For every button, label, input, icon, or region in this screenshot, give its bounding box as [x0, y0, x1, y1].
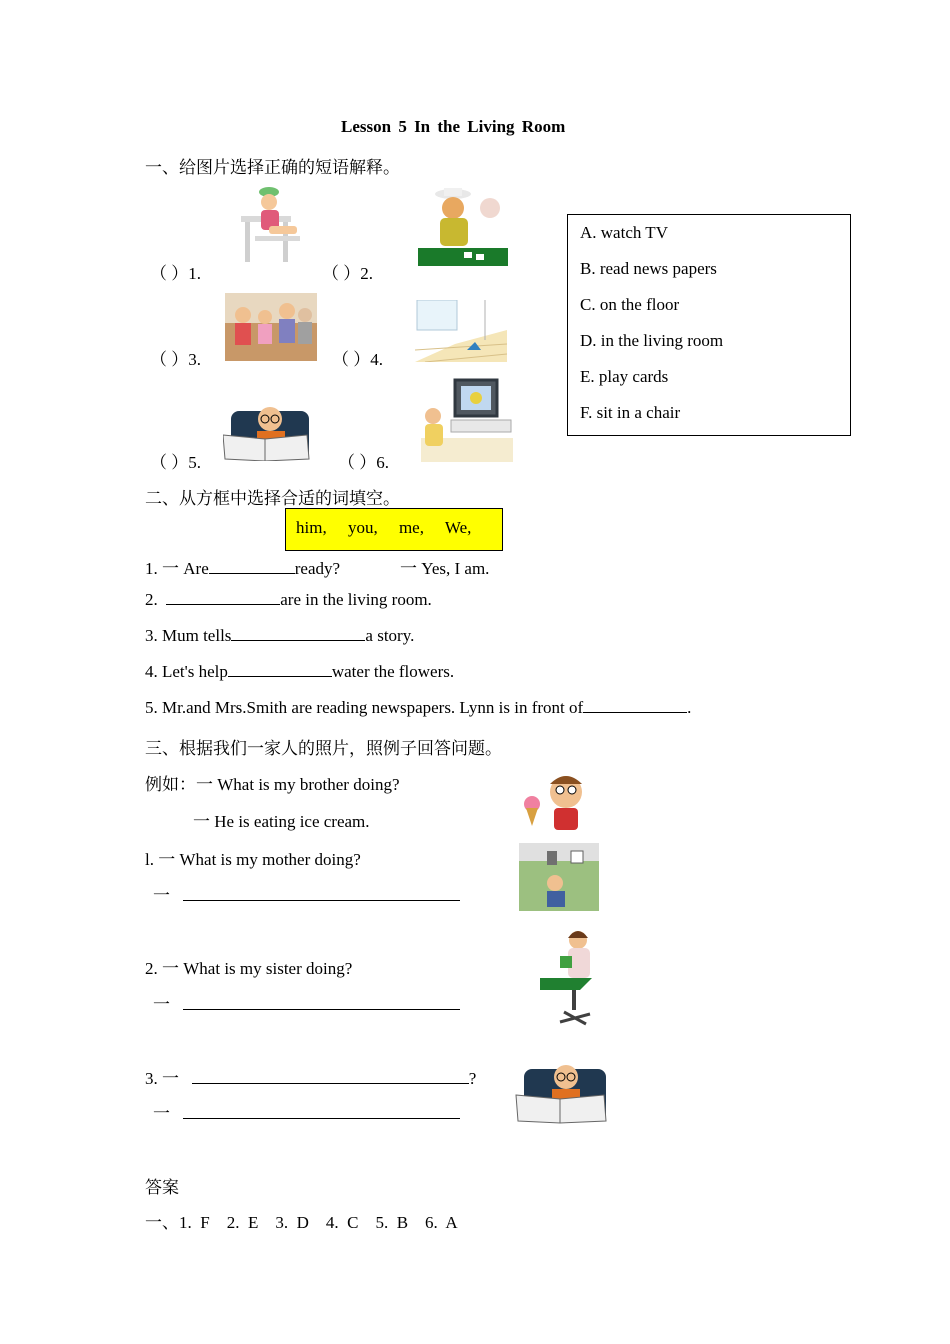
- dash-3-1: 一: [153, 886, 170, 905]
- blank-2-4[interactable]: [228, 662, 332, 677]
- boy-eating-ice-cream-illustration: [520, 770, 600, 840]
- blank-2-5[interactable]: [583, 698, 687, 713]
- q2-1-end: ready?: [294, 559, 341, 578]
- item-1-label: （ ）1.: [150, 264, 201, 283]
- floor-illustration: [415, 300, 507, 362]
- option-b: B. read news papers: [580, 259, 717, 278]
- q2-4-end: water the flowers.: [331, 662, 455, 681]
- q2-1-reply: 一 Yes, I am.: [400, 559, 490, 578]
- mother-watering-flowers-illustration: [519, 843, 599, 911]
- father-reading-newspaper-illustration: [514, 1057, 610, 1125]
- question-3-2: 2. 一 What is my sister doing?: [145, 959, 353, 978]
- dash-3-2: 一: [153, 995, 170, 1014]
- question-2-3: [145, 626, 414, 646]
- question-3-3: [145, 1064, 476, 1089]
- q2-5-start: 5. Mr.and Mrs.Smith are reading newspapers. Lynn is in front of: [145, 698, 584, 717]
- answer-blank-3-3[interactable]: [183, 1104, 460, 1119]
- section1-heading: 一、给图片选择正确的短语解释。: [145, 158, 400, 177]
- q2-1-start: 1. 一 Are: [145, 559, 209, 578]
- q2-2-start: 2.: [145, 590, 158, 609]
- option-f: F. sit in a chair: [580, 403, 681, 422]
- blank-2-3[interactable]: [231, 626, 365, 641]
- answer-3-2-line: [153, 990, 460, 1015]
- family-in-living-room-illustration: [225, 293, 317, 361]
- question-blank-3-3[interactable]: [192, 1069, 469, 1084]
- item-3-label: （ ）3.: [150, 350, 201, 369]
- answers-section1: 一、1. F 2. E 3. D 4. C 5. B 6. A: [145, 1213, 458, 1232]
- blank-2-1[interactable]: [209, 559, 295, 574]
- answer-3-1-line: [153, 881, 460, 906]
- example-question: 例如：一 What is my brother doing?: [145, 775, 400, 794]
- page-title: Lesson 5 In the Living Room: [341, 117, 566, 136]
- question-2-5: [145, 698, 691, 718]
- q2-4-start: 4. Let's help: [145, 662, 228, 681]
- question-2-1: [145, 554, 340, 579]
- section2-heading: 二、从方框中选择合适的词填空。: [145, 489, 400, 508]
- item-2-label: （ ）2.: [322, 264, 373, 283]
- man-playing-cards-illustration: [418, 186, 508, 266]
- item-5-label: （ ）5.: [150, 453, 201, 472]
- q2-5-end: .: [687, 698, 692, 717]
- answer-blank-3-1[interactable]: [183, 886, 460, 901]
- girl-in-chair-illustration: [235, 186, 305, 266]
- answers-heading: 答案: [145, 1178, 179, 1197]
- section3-heading: 三、根据我们一家人的照片，照例子回答问题。: [145, 739, 502, 758]
- item-4-label: （ ）4.: [332, 350, 383, 369]
- dash-3-3: 一: [153, 1104, 170, 1123]
- question-2-2: [145, 590, 432, 610]
- blank-2-2[interactable]: [166, 590, 280, 605]
- item-6-label: （ ）6.: [338, 453, 389, 472]
- q3-3-end: ?: [468, 1069, 477, 1088]
- man-reading-newspaper-illustration: [223, 399, 313, 461]
- sister-reading-book-illustration: [520, 928, 602, 1028]
- q3-3-start: 3. 一: [145, 1069, 179, 1088]
- question-3-1: l. 一 What is my mother doing?: [145, 850, 361, 869]
- q2-3-start: 3. Mum tells: [145, 626, 232, 645]
- answer-3-3-line: [153, 1099, 460, 1124]
- child-watching-tv-illustration: [421, 376, 513, 462]
- answer-blank-3-2[interactable]: [183, 995, 460, 1010]
- options-box: [567, 214, 851, 436]
- word-bank-words: him, you, me, We,: [296, 518, 472, 537]
- word-bank-box: [285, 508, 503, 551]
- option-a: A. watch TV: [580, 223, 668, 242]
- option-e: E. play cards: [580, 367, 669, 386]
- q2-2-end: are in the living room.: [280, 590, 432, 609]
- q2-3-end: a story.: [365, 626, 415, 645]
- option-d: D. in the living room: [580, 331, 724, 350]
- option-c: C. on the floor: [580, 295, 680, 314]
- question-2-4: [145, 662, 454, 682]
- example-answer: 一 He is eating ice cream.: [193, 812, 370, 831]
